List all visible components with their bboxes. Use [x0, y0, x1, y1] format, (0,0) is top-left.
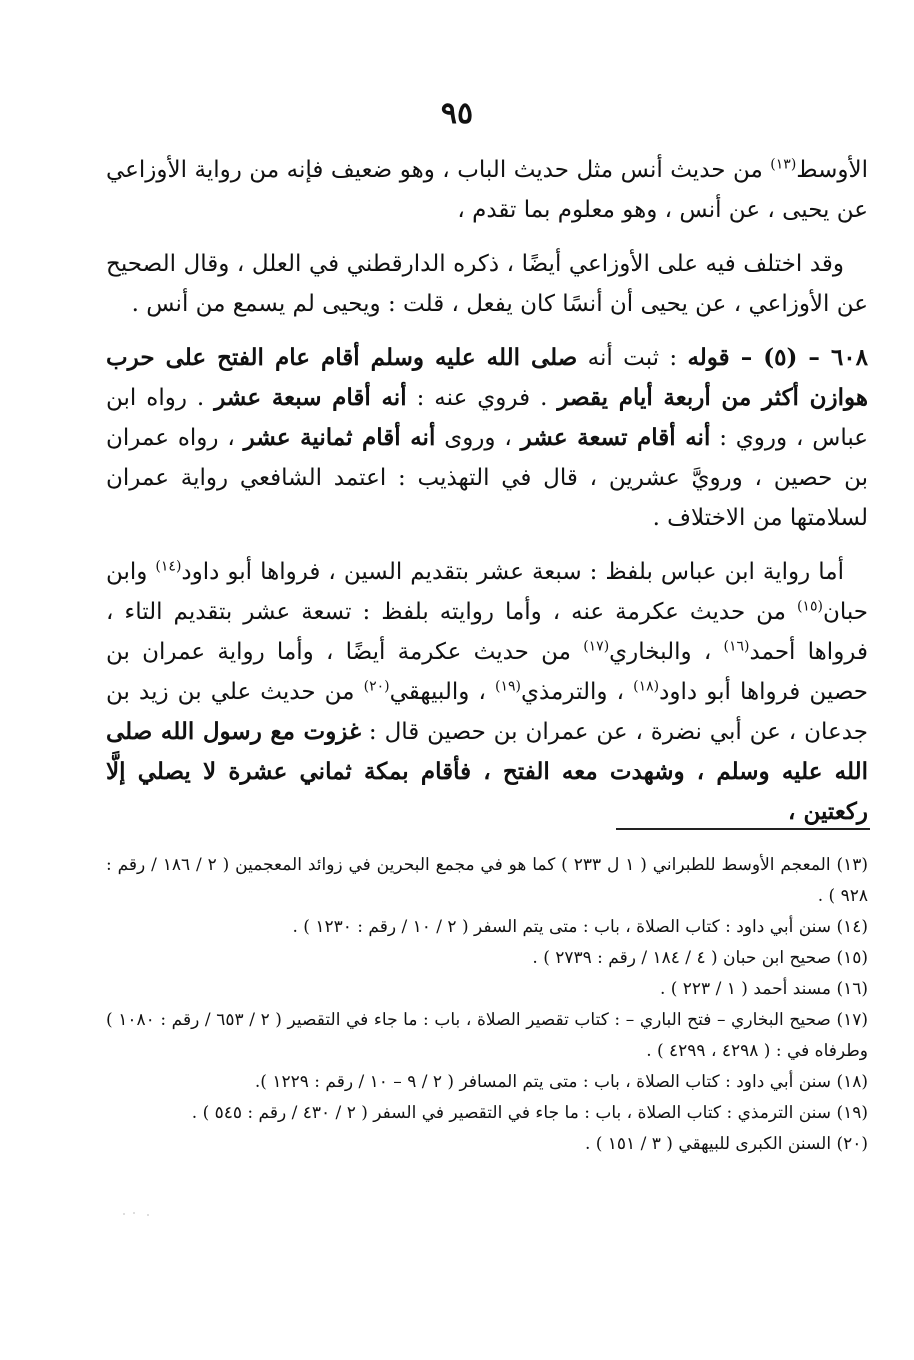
- footnote-ref-14: (١٤): [155, 558, 182, 575]
- text-run: الأوسط: [796, 157, 868, 183]
- text-run: ، والبيهقي: [389, 679, 495, 705]
- bold-run: أنه أقام ثمانية عشر: [243, 424, 436, 451]
- footnote-14: (١٤) سنن أبي داود : كتاب الصلاة ، باب : متى يتم السفر ( ٢ / ١٠ / رقم : ١٢٣٠ ) .: [292, 917, 868, 937]
- bold-run: أنه أقام تسعة عشر: [520, 424, 711, 451]
- paragraph-3: [106, 338, 868, 538]
- footnote-20: (٢٠) السنن الكبرى للبيهقي ( ٣ / ١٥١ ) .: [584, 1134, 868, 1154]
- footnote-ref-13: (١٣): [770, 156, 797, 173]
- footnote-ref-15: (١٥): [796, 598, 823, 615]
- text-run: . فروي عنه :: [406, 385, 558, 411]
- paragraph-1: [106, 150, 868, 230]
- text-run: أما رواية ابن عباس بلفظ : سبعة عشر بتقديم السين ، فرواها أبو داود: [181, 559, 844, 585]
- paragraph-4: [106, 552, 868, 832]
- text-run: ، والترمذي: [520, 679, 634, 705]
- bold-run: أنه أقام سبعة عشر: [214, 384, 407, 411]
- footnote-separator: [616, 828, 870, 830]
- page-number: ٩٥: [440, 96, 474, 131]
- bold-run: ٦٠٨ – (٥) – قوله: [687, 344, 868, 371]
- bold-run: صلى الله عليه وسلم أقام عام الفتح على حرب هوازن أكثر من أربعة أيام يقصر: [106, 344, 868, 411]
- text-run: ، رواه عمران بن حصين ، ورويَّ عشرين ، قال في التهذيب : اعتمد الشافعي رواية عمران لسلامتها من الاختلاف .: [106, 425, 868, 531]
- text-run: وابن حبان: [106, 559, 868, 625]
- text-run: من حديث علي بن زيد بن جدعان ، عن أبي نضرة ، عن عمران بن حصين قال :: [106, 679, 868, 745]
- bold-run: غزوت مع رسول الله صلى الله عليه وسلم ، وشهدت معه الفتح ، فأقام بمكة ثماني عشرة لا يصلي إلَّا ركعتين ،: [106, 718, 868, 825]
- footnote-ref-17: (١٧): [583, 638, 610, 655]
- text-run: من حديث عكرمة عنه ، وأما روايته بلفظ : تسعة عشر بتقديم التاء ، فرواها أحمد: [106, 599, 868, 665]
- footnote-ref-19: (١٩): [495, 678, 521, 695]
- footnote-ref-18: (١٨): [633, 678, 660, 695]
- paragraph-2: [106, 244, 868, 324]
- text-run: ، وروى: [435, 425, 521, 451]
- footnote-16: (١٦) مسند أحمد ( ١ / ٢٢٣ ) .: [659, 979, 868, 999]
- text-run: من حديث عكرمة أيضًا ، وأما رواية عمران بن حصين فرواها أبو داود: [106, 639, 868, 705]
- footnote-18: (١٨) سنن أبي داود : كتاب الصلاة ، باب : متى يتم المسافر ( ٢ / ٩ – ١٠ / رقم : ١٢٢٩ ).: [254, 1072, 868, 1092]
- text-run: وقد اختلف فيه على الأوزاعي أيضًا ، ذكره الدارقطني في العلل ، وقال الصحيح عن الأوزاعي ، عن يحيى أن أنسًا كان يفعل ، قلت : ويحيى لم يسمع من أنس .: [106, 251, 868, 317]
- main-text: [106, 150, 868, 846]
- footnote-13: (١٣) المعجم الأوسط للطبراني ( ١ ل ٢٣٣ ) كما هو في مجمع البحرين في زوائد المعجمين ( ٢ / ١٨٦ / رقم : ٩٢٨ ) .: [106, 855, 868, 906]
- scan-speck: [118, 1210, 158, 1218]
- footnotes: [106, 850, 868, 1160]
- footnote-ref-20: (٢٠): [363, 678, 390, 695]
- footnote-ref-16: (١٦): [723, 638, 750, 655]
- footnote-17: (١٧) صحيح البخاري – فتح الباري – : كتاب تقصير الصلاة ، باب : ما جاء في التقصير ( ٢ / ٦٥٣ / رقم : ١٠٨٠ ) وطرفاه في : ( ٤٢٩٨ ، ٤٢٩٩ ) .: [106, 1010, 868, 1061]
- text-run: ، والبخاري: [609, 639, 724, 665]
- footnote-15: (١٥) صحيح ابن حبان ( ٤ / ١٨٤ / رقم : ٢٧٣٩ ) .: [532, 948, 868, 968]
- text-run: : ثبت أنه: [577, 345, 688, 371]
- footnote-19: (١٩) سنن الترمذي : كتاب الصلاة ، باب : ما جاء في التقصير في السفر ( ٢ / ٤٣٠ / رقم : ٥٤٥ ) .: [191, 1103, 868, 1123]
- text-run: . رواه ابن عباس ، وروي :: [106, 385, 868, 451]
- text-run: من حديث أنس مثل حديث الباب ، وهو ضعيف فإنه من رواية الأوزاعي عن يحيى ، عن أنس ، وهو معلوم بما تقدم ،: [106, 157, 868, 223]
